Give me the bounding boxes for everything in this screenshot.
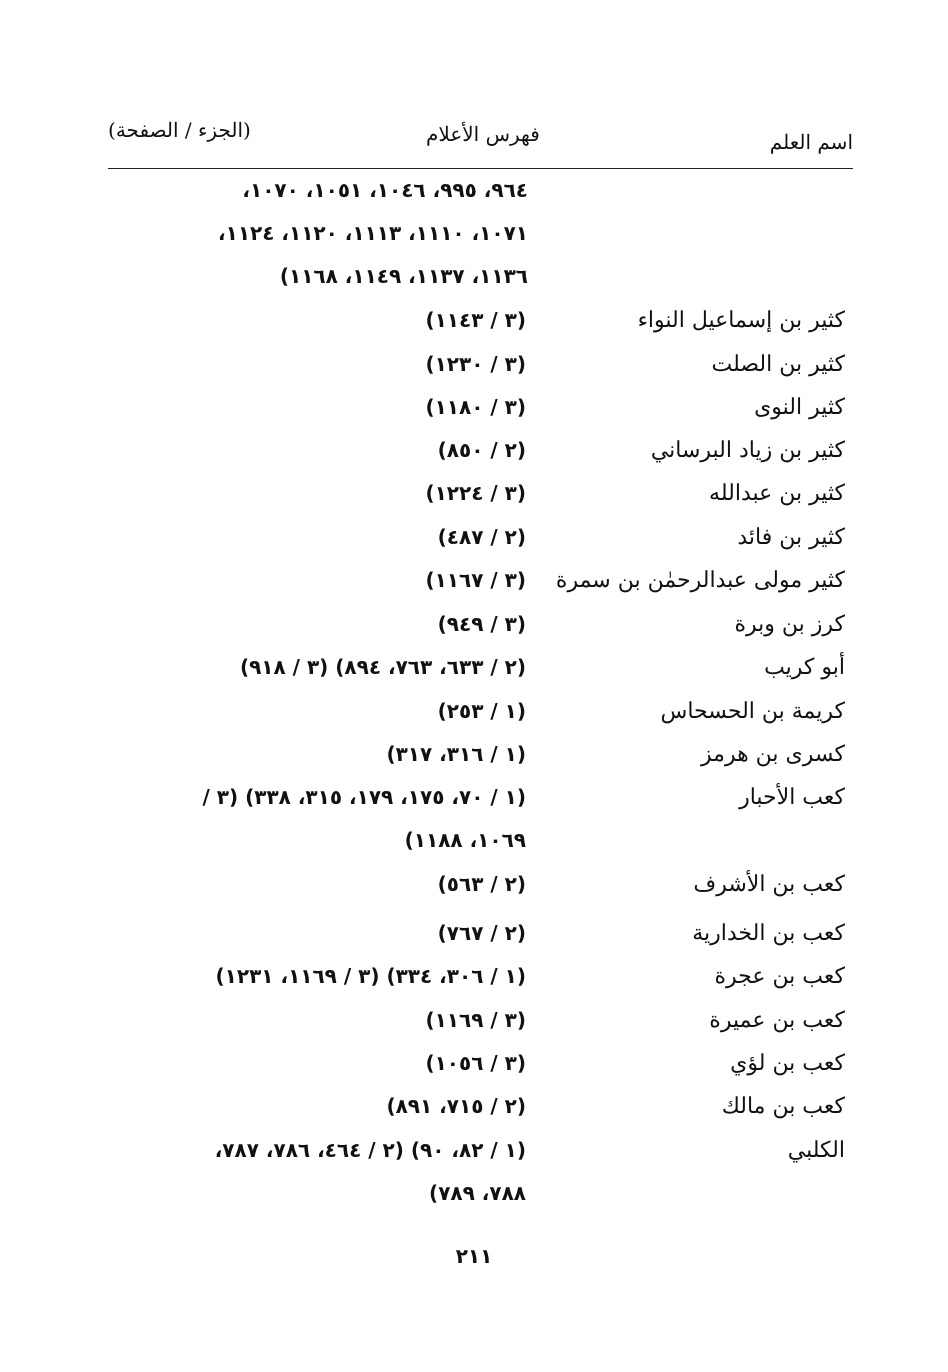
entry-reference: (٣ / ٩٤٩) — [437, 612, 526, 636]
index-entry — [0, 481, 948, 521]
entry-name: كعب الأحبار — [739, 785, 845, 810]
entry-reference: (٢ / ٧٦٧) — [437, 921, 526, 945]
entry-reference: (٢ / ٧١٥، ٨٩١) — [386, 1094, 526, 1118]
entry-name: كثير بن إسماعيل النواء — [637, 308, 845, 333]
name-column-heading: اسم العلم — [769, 130, 853, 154]
entry-name: كثير بن زياد البرساني — [650, 438, 845, 463]
index-entry — [0, 742, 948, 782]
entry-name: كعب بن لؤي — [730, 1051, 845, 1076]
entry-reference: ٩٦٤، ٩٩٥، ١٠٤٦، ١٠٥١، ١٠٧٠، — [242, 178, 528, 202]
header-rule — [108, 168, 853, 169]
entry-reference: (١ / ٨٢، ٩٠) (٢ / ٤٦٤، ٧٨٦، ٧٨٧، — [214, 1138, 526, 1162]
entry-name: كثير مولى عبدالرحمٰن بن سمرة — [555, 568, 845, 593]
index-entry — [0, 828, 948, 868]
entry-name: كثير بن عبدالله — [709, 481, 845, 506]
entry-name: كعب بن الخدارية — [692, 921, 845, 946]
entry-name: كثير بن فائد — [737, 525, 845, 550]
entry-reference: (٣ / ١٢٢٤) — [425, 481, 526, 505]
index-entry — [0, 352, 948, 392]
entry-name: أبو كريب — [764, 655, 845, 680]
entry-reference: (٣ / ١٢٣٠) — [425, 352, 526, 376]
entry-name: الكلبي — [787, 1138, 845, 1163]
entry-reference: (٣ / ١٠٥٦) — [425, 1051, 526, 1075]
page-header — [108, 112, 853, 162]
entry-name: كعب بن مالك — [721, 1094, 845, 1119]
entry-reference: ١٠٧١، ١١١٠، ١١١٣، ١١٢٠، ١١٢٤، — [218, 221, 528, 245]
reference-column-heading: (الجزء / الصفحة) — [108, 118, 251, 142]
entry-name: كرز بن وبرة — [734, 612, 845, 637]
entry-reference: ٧٨٨، ٧٨٩) — [429, 1181, 526, 1205]
index-entry — [0, 1008, 948, 1048]
index-entry — [0, 1051, 948, 1091]
entry-name: كعب بن الأشرف — [693, 872, 845, 897]
entry-reference: (١ / ٣٠٦، ٣٣٤) (٣ / ١١٦٩، ١٢٣١) — [215, 964, 526, 988]
index-entry — [0, 1181, 948, 1221]
index-entry — [0, 395, 948, 435]
entry-reference: (٢ / ٥٦٣) — [437, 872, 526, 896]
index-entry — [0, 785, 948, 825]
index-entry — [0, 308, 948, 348]
entry-name: كثير بن الصلت — [711, 352, 845, 377]
index-entry — [0, 438, 948, 478]
entry-reference: (٢ / ٨٥٠) — [437, 438, 526, 462]
index-entry — [0, 1094, 948, 1134]
page-number: ٢١١ — [455, 1244, 493, 1268]
entry-reference: (٣ / ١١٦٩) — [425, 1008, 526, 1032]
index-entry — [0, 525, 948, 565]
index-entry — [0, 221, 948, 261]
entry-name: كعب بن عجرة — [714, 964, 845, 989]
entry-reference: (١ / ٧٠، ١٧٥، ١٧٩، ٣١٥، ٣٣٨) (٣ / — [202, 785, 526, 809]
page-title: فهرس الأعلام — [426, 122, 540, 146]
entry-reference: (١ / ٢٥٣) — [437, 699, 526, 723]
entry-reference: (٣ / ١١٨٠) — [425, 395, 526, 419]
entry-reference: ١١٣٦، ١١٣٧، ١١٤٩، ١١٦٨) — [279, 264, 528, 288]
index-entry — [0, 568, 948, 608]
index-entry — [0, 178, 948, 218]
entry-reference: ١٠٦٩، ١١٨٨) — [404, 828, 526, 852]
index-entry — [0, 872, 948, 912]
index-entry — [0, 655, 948, 695]
entry-name: كثير النوى — [754, 395, 845, 420]
entry-reference: (٢ / ٦٣٣، ٧٦٣، ٨٩٤) (٣ / ٩١٨) — [239, 655, 526, 679]
index-entry — [0, 1138, 948, 1178]
entry-reference: (٣ / ١١٤٣) — [425, 308, 526, 332]
index-entry — [0, 699, 948, 739]
entry-reference: (١ / ٣١٦، ٣١٧) — [386, 742, 526, 766]
entry-reference: (٣ / ١١٦٧) — [425, 568, 526, 592]
index-entry — [0, 921, 948, 961]
entry-name: كريمة بن الحسحاس — [660, 699, 845, 724]
index-entry — [0, 612, 948, 652]
entry-name: كعب بن عميرة — [709, 1008, 845, 1033]
index-entry — [0, 964, 948, 1004]
entry-name: كسرى بن هرمز — [701, 742, 845, 767]
entry-reference: (٢ / ٤٨٧) — [437, 525, 526, 549]
index-entry — [0, 264, 948, 304]
